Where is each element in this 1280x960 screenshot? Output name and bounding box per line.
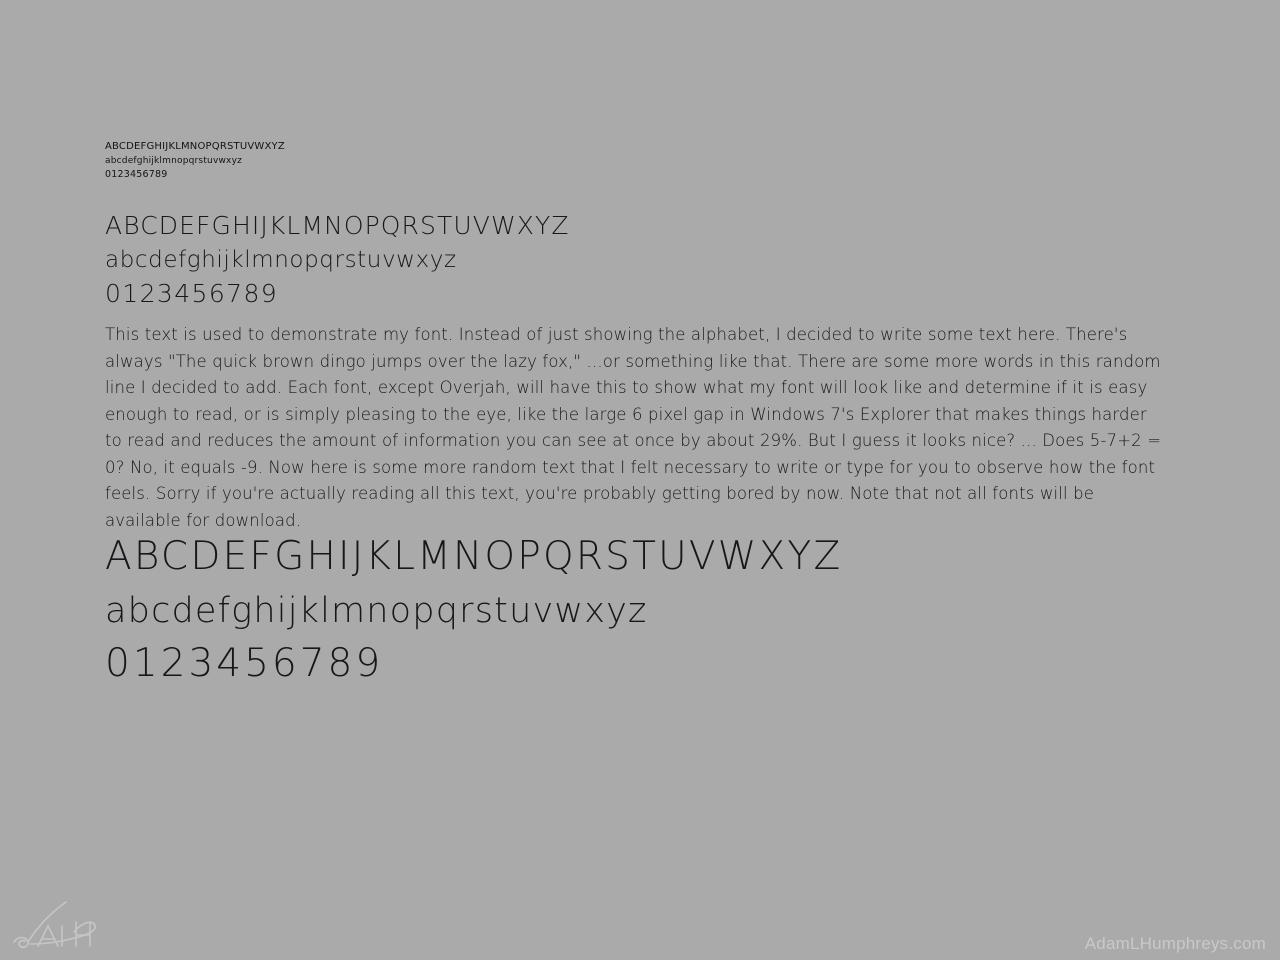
large-numerals-line: 0123456789 bbox=[105, 640, 384, 686]
tiny-uppercase-line: ABCDEFGHIJKLMNOPQRSTUVWXYZ bbox=[105, 141, 285, 152]
specimen-paragraph: This text is used to demonstrate my font. Instead of just showing the alphabet, I decided to write some text here. There's always "The quick brown dingo jumps over the lazy fox," ...or something like that. There are some more words in this random line I decided to add. Each font, except Overjah, will have this to show what my font will look like and determine if it is easy enough to read, or is simply pleasing to the eye, like the large 6 pixel gap in Windows 7's Explorer that makes things harder to read and reduces the amount of information you can see at once by about 29%. But I guess it looks nice? ... Does 5-7+2 = 0? No, it equals -9. Now here is some more random text that I felt necessary to write or type for you to observe how the font feels. Sorry if you're actually reading all this text, you're probably getting bored by now. Note that not all fonts will be available for download. bbox=[105, 325, 1162, 530]
large-lowercase-line: abcdefghijklmnopqrstuvwxyz bbox=[105, 590, 648, 631]
tiny-numerals-line: 0123456789 bbox=[105, 168, 168, 180]
tiny-sample-block bbox=[105, 140, 285, 181]
medium-uppercase-line: ABCDEFGHIJKLMNOPQRSTUVWXYZ bbox=[105, 211, 570, 240]
large-sample-block bbox=[105, 534, 842, 697]
tiny-lowercase-line: abcdefghijklmnopqrstuvwxyz bbox=[105, 155, 243, 166]
large-uppercase-line: ABCDEFGHIJKLMNOPQRSTUVWXYZ bbox=[105, 534, 843, 579]
alh-watermark-logo bbox=[8, 892, 118, 952]
medium-sample-block bbox=[105, 208, 570, 312]
site-credit: AdamLHumphreys.com bbox=[1084, 934, 1266, 953]
medium-lowercase-line: abcdefghijklmnopqrstuvwxyz bbox=[105, 246, 457, 273]
medium-numerals-line: 0123456789 bbox=[105, 279, 279, 309]
